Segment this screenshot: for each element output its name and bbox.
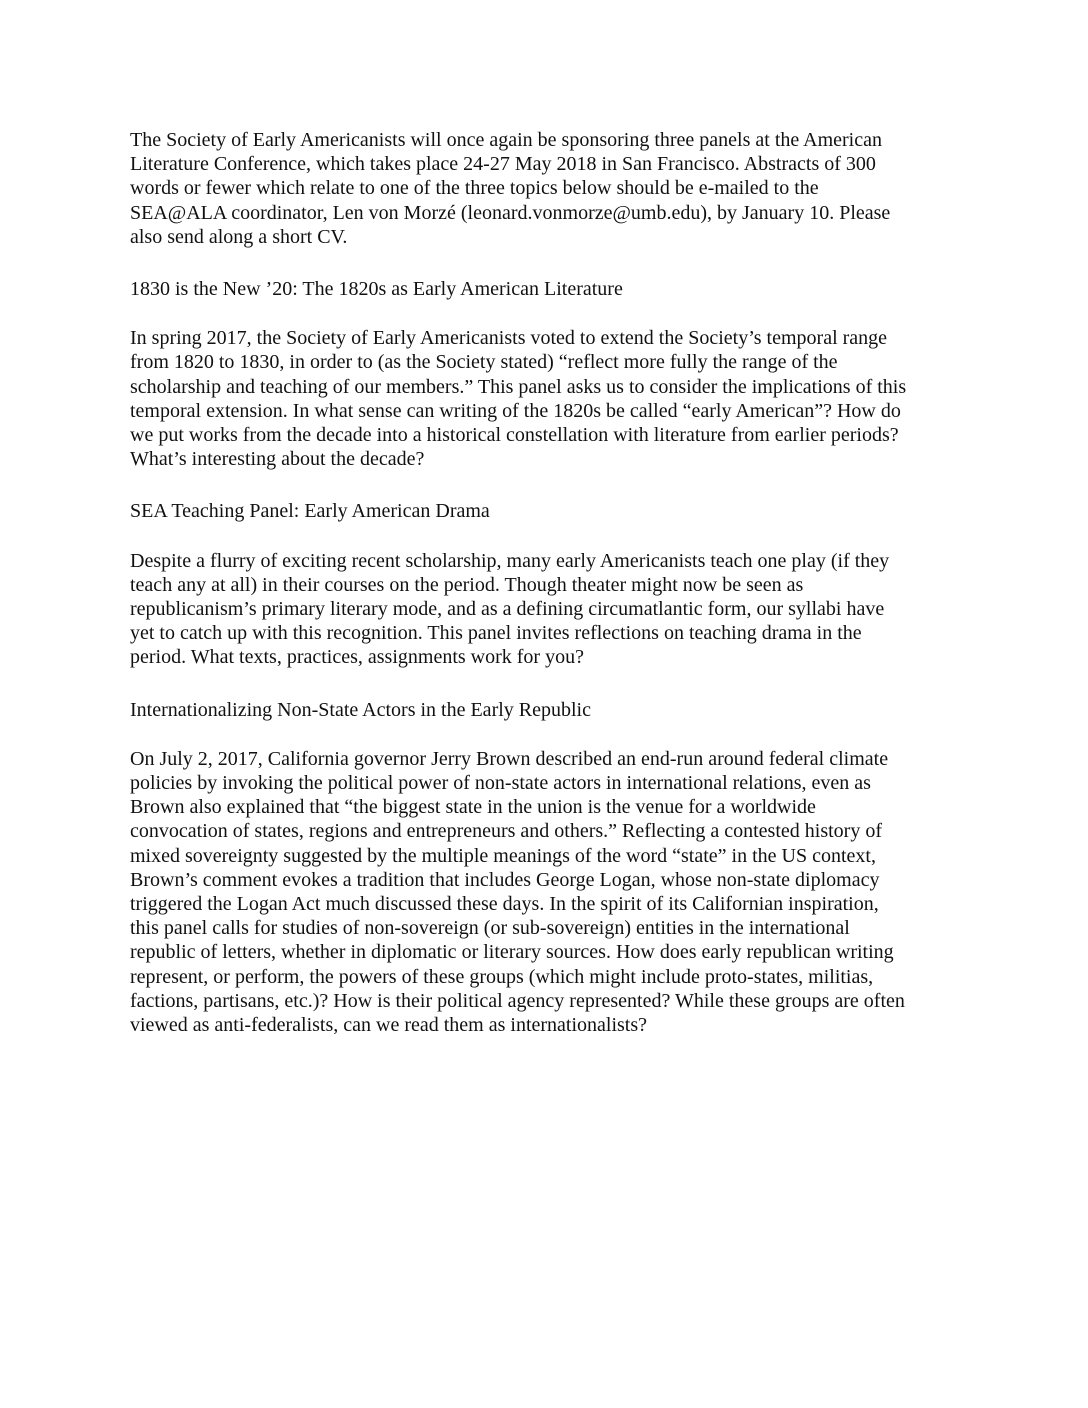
body-line: policies by invoking the political power of non-state actors in international relations, even as (130, 772, 871, 795)
document-page (130, 128, 970, 1037)
intro-line: Literature Conference, which takes place 24-27 May 2018 in San Francisco. Abstracts of 300 (130, 153, 876, 176)
intro-line: also send along a short CV. (130, 225, 348, 248)
body-line: Despite a flurry of exciting recent scholarship, many early Americanists teach one play (if they (130, 549, 890, 572)
intro-line: SEA@ALA coordinator, Len von Morzé (leonard.vonmorze@umb.edu), by January 10. Please (130, 201, 891, 224)
body-line: scholarship and teaching of our members.” This panel asks us to consider the implications of this (130, 375, 907, 398)
body-line: republic of letters, whether in diplomatic or literary sources. How does early republican writing (130, 941, 894, 964)
intro-line: The Society of Early Americanists will once again be sponsoring three panels at the American (130, 129, 882, 151)
body-line: yet to catch up with this recognition. This panel invites reflections on teaching drama in the (130, 622, 862, 645)
body-line: mixed sovereignty suggested by the multiple meanings of the word “state” in the US context, (130, 844, 876, 867)
body-line: In spring 2017, the Society of Early Americanists voted to extend the Society’s temporal range (130, 327, 888, 350)
section-body-drama (130, 549, 970, 670)
section-body-non-state-actors (130, 747, 970, 1037)
body-line: On July 2, 2017, California governor Jerry Brown described an end-run around federal climate (130, 747, 889, 770)
body-line: from 1820 to 1830, in order to (as the Society stated) “reflect more fully the range of the (130, 351, 838, 374)
body-line: temporal extension. In what sense can writing of the 1820s be called “early American”? How do (130, 399, 901, 422)
section-heading-non-state-actors: Internationalizing Non-State Actors in the Early Republic (130, 698, 591, 721)
body-line: factions, partisans, etc.)? How is their political agency represented? While these groups are often (130, 989, 905, 1012)
body-line: period. What texts, practices, assignments work for you? (130, 646, 584, 669)
section-heading-drama: SEA Teaching Panel: Early American Drama (130, 500, 490, 523)
body-line: teach any at all) in their courses on the period. Though theater might now be seen as (130, 573, 804, 596)
body-line: republicanism’s primary literary mode, and as a defining circumatlantic form, our syllabi have (130, 598, 885, 621)
body-line: Brown also explained that “the biggest state in the union is the venue for a worldwide (130, 796, 816, 819)
body-line: What’s interesting about the decade? (130, 448, 425, 471)
body-line: Brown’s comment evokes a tradition that includes George Logan, whose non-state diplomacy (130, 868, 880, 891)
body-line: viewed as anti-federalists, can we read them as internationalists? (130, 1014, 648, 1037)
intro-paragraph (130, 128, 970, 249)
body-line: we put works from the decade into a historical constellation with literature from earlier periods? (130, 424, 899, 447)
section-heading-1820s: 1830 is the New ’20: The 1820s as Early American Literature (130, 278, 623, 301)
intro-line: words or fewer which relate to one of the three topics below should be e-mailed to the (130, 177, 819, 200)
body-line: this panel calls for studies of non-sovereign (or sub-sovereign) entities in the international (130, 917, 850, 940)
section-body-1820s (130, 326, 970, 471)
body-line: represent, or perform, the powers of these groups (which might include proto-states, militias, (130, 965, 874, 988)
body-line: convocation of states, regions and entrepreneurs and others.” Reflecting a contested history of (130, 820, 882, 843)
body-line: triggered the Logan Act much discussed these days. In the spirit of its Californian inspiration, (130, 893, 879, 916)
